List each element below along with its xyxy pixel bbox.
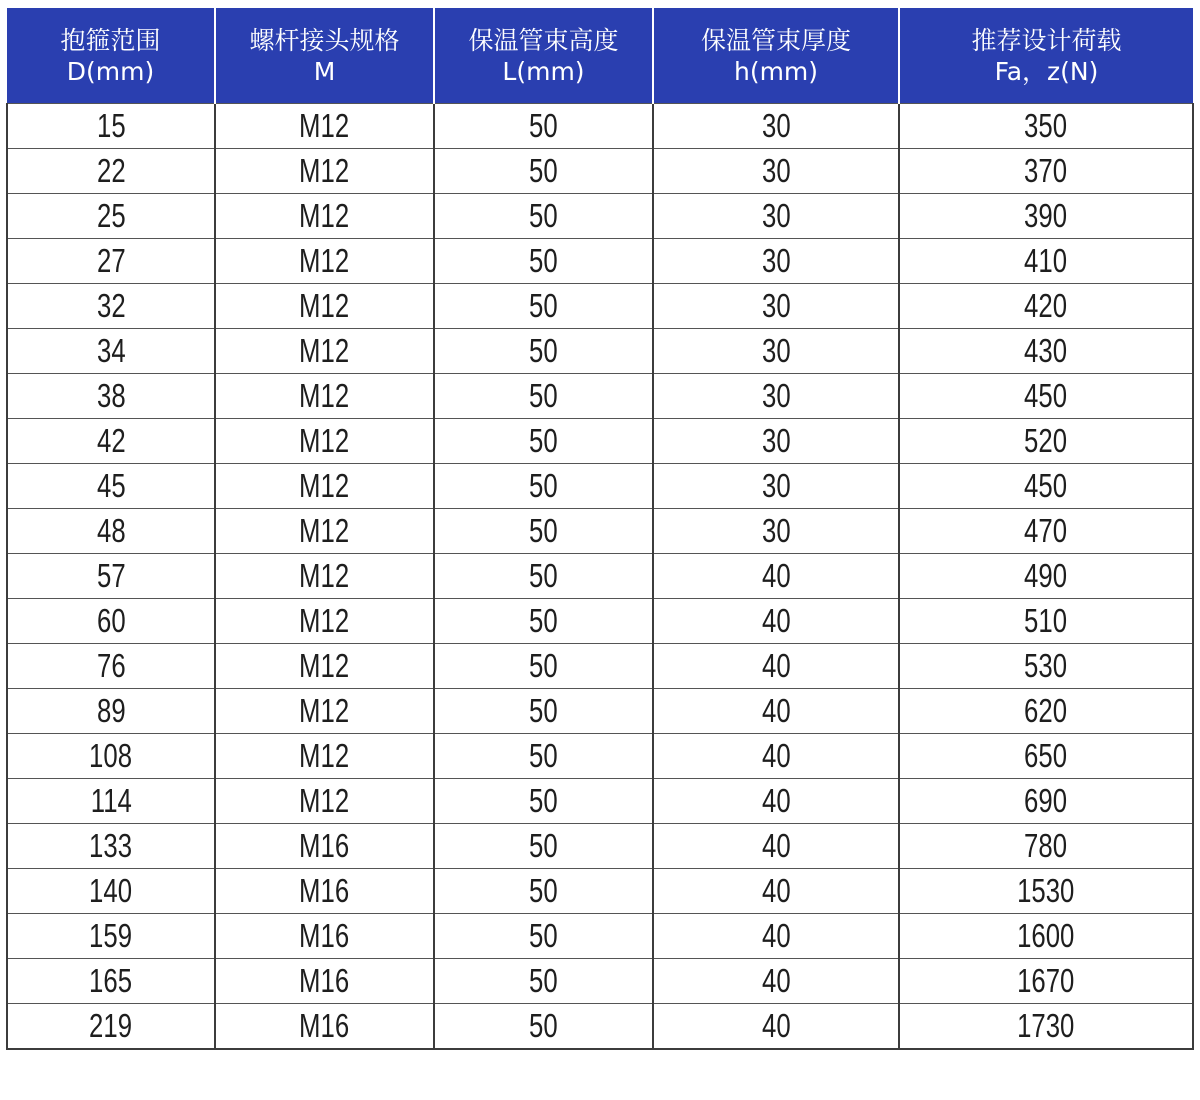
bundle-thickness-cell bbox=[653, 329, 899, 374]
header-design-load bbox=[899, 8, 1193, 104]
bundle-thickness-cell-value: 30 bbox=[761, 332, 791, 369]
bundle-height-cell-value: 50 bbox=[529, 197, 558, 234]
clamp-range-cell-value: 34 bbox=[96, 332, 126, 369]
bolt-spec-cell-value: M12 bbox=[299, 242, 350, 279]
clamp-range-cell bbox=[7, 419, 215, 464]
bundle-thickness-cell-value: 40 bbox=[761, 962, 791, 999]
bundle-height-cell-value: 50 bbox=[529, 557, 558, 594]
bolt-spec-cell-value: M12 bbox=[299, 332, 350, 369]
clamp-range-cell-value: 76 bbox=[96, 647, 126, 684]
table-row bbox=[7, 239, 1193, 284]
bundle-height-cell bbox=[434, 689, 653, 734]
bundle-thickness-cell bbox=[653, 419, 899, 464]
design-load-cell bbox=[899, 959, 1193, 1004]
design-load-cell bbox=[899, 914, 1193, 959]
table-row bbox=[7, 419, 1193, 464]
clamp-range-cell bbox=[7, 1004, 215, 1050]
design-load-cell bbox=[899, 869, 1193, 914]
header-bundle-height-label: 保温管束高度 bbox=[468, 25, 619, 55]
design-load-cell bbox=[899, 104, 1193, 149]
clamp-range-cell-value: 57 bbox=[96, 557, 126, 594]
bolt-spec-cell-value: M12 bbox=[299, 197, 350, 234]
bolt-spec-cell bbox=[215, 149, 434, 194]
design-load-cell bbox=[899, 239, 1193, 284]
bolt-spec-cell-value: M12 bbox=[299, 287, 350, 324]
bundle-thickness-cell-value: 40 bbox=[761, 1007, 791, 1044]
design-load-cell-value: 430 bbox=[1024, 332, 1068, 369]
bolt-spec-cell bbox=[215, 869, 434, 914]
design-load-cell-value: 620 bbox=[1024, 692, 1068, 729]
design-load-cell-value: 1600 bbox=[1017, 917, 1075, 954]
bundle-thickness-cell-value: 30 bbox=[761, 242, 791, 279]
bolt-spec-cell bbox=[215, 374, 434, 419]
table-row bbox=[7, 149, 1193, 194]
clamp-range-cell-value: 22 bbox=[96, 152, 126, 189]
bolt-spec-cell bbox=[215, 824, 434, 869]
bundle-thickness-cell-value: 40 bbox=[761, 872, 791, 909]
bundle-height-cell-value: 50 bbox=[529, 647, 558, 684]
bundle-thickness-cell bbox=[653, 689, 899, 734]
bundle-thickness-cell-value: 30 bbox=[761, 422, 791, 459]
header-bundle-height-unit: L(mm) bbox=[502, 56, 585, 86]
clamp-range-cell-value: 165 bbox=[89, 962, 133, 999]
header-design-load-label: 推荐设计荷载 bbox=[971, 25, 1122, 55]
bolt-spec-cell-value: M12 bbox=[299, 422, 350, 459]
bolt-spec-cell bbox=[215, 1004, 434, 1050]
bolt-spec-cell bbox=[215, 464, 434, 509]
bolt-spec-cell-value: M12 bbox=[299, 107, 350, 144]
clamp-range-cell-value: 48 bbox=[96, 512, 126, 549]
table-row bbox=[7, 689, 1193, 734]
table-row bbox=[7, 914, 1193, 959]
bundle-height-cell bbox=[434, 914, 653, 959]
table-row bbox=[7, 374, 1193, 419]
bundle-thickness-cell-value: 30 bbox=[761, 287, 791, 324]
design-load-cell-value: 450 bbox=[1024, 377, 1068, 414]
bolt-spec-cell-value: M12 bbox=[299, 737, 350, 774]
design-load-cell-value: 530 bbox=[1024, 647, 1068, 684]
design-load-cell-value: 510 bbox=[1024, 602, 1068, 639]
bolt-spec-cell bbox=[215, 689, 434, 734]
clamp-range-cell bbox=[7, 599, 215, 644]
bolt-spec-cell-value: M12 bbox=[299, 602, 350, 639]
bolt-spec-cell bbox=[215, 779, 434, 824]
design-load-cell bbox=[899, 599, 1193, 644]
bundle-height-cell bbox=[434, 239, 653, 284]
clamp-range-cell-value: 32 bbox=[96, 287, 126, 324]
design-load-cell bbox=[899, 689, 1193, 734]
design-load-cell bbox=[899, 644, 1193, 689]
bundle-thickness-cell bbox=[653, 824, 899, 869]
table-row bbox=[7, 194, 1193, 239]
bundle-height-cell-value: 50 bbox=[529, 917, 558, 954]
table-row bbox=[7, 599, 1193, 644]
bundle-thickness-cell-value: 30 bbox=[761, 107, 791, 144]
design-load-cell-value: 450 bbox=[1024, 467, 1068, 504]
design-load-cell bbox=[899, 194, 1193, 239]
design-load-cell-value: 410 bbox=[1024, 242, 1068, 279]
bundle-thickness-cell-value: 40 bbox=[761, 602, 791, 639]
bundle-height-cell bbox=[434, 779, 653, 824]
bundle-height-cell-value: 50 bbox=[529, 872, 558, 909]
table-row bbox=[7, 1004, 1193, 1050]
clamp-range-cell bbox=[7, 374, 215, 419]
header-clamp-range-unit: D(mm) bbox=[66, 56, 155, 86]
bundle-thickness-cell-value: 40 bbox=[761, 557, 791, 594]
design-load-cell bbox=[899, 779, 1193, 824]
table-row bbox=[7, 779, 1193, 824]
clamp-range-cell-value: 42 bbox=[96, 422, 126, 459]
bundle-height-cell bbox=[434, 104, 653, 149]
table-body bbox=[7, 104, 1193, 1050]
table-row bbox=[7, 554, 1193, 599]
bundle-thickness-cell bbox=[653, 779, 899, 824]
clamp-range-cell bbox=[7, 869, 215, 914]
bundle-height-cell bbox=[434, 284, 653, 329]
bundle-height-cell-value: 50 bbox=[529, 692, 558, 729]
clamp-range-cell-value: 159 bbox=[89, 917, 133, 954]
clamp-range-cell-value: 15 bbox=[96, 107, 126, 144]
clamp-range-cell bbox=[7, 554, 215, 599]
clamp-range-cell bbox=[7, 464, 215, 509]
clamp-range-cell bbox=[7, 824, 215, 869]
bolt-spec-cell bbox=[215, 104, 434, 149]
table-header bbox=[7, 8, 1193, 104]
bundle-height-cell-value: 50 bbox=[529, 422, 558, 459]
bundle-thickness-cell-value: 40 bbox=[761, 827, 791, 864]
bundle-thickness-cell bbox=[653, 599, 899, 644]
bolt-spec-cell-value: M16 bbox=[299, 827, 350, 864]
table-row bbox=[7, 329, 1193, 374]
bundle-height-cell bbox=[434, 374, 653, 419]
bundle-height-cell bbox=[434, 644, 653, 689]
design-load-cell bbox=[899, 149, 1193, 194]
design-load-cell-value: 1530 bbox=[1017, 872, 1075, 909]
bolt-spec-cell bbox=[215, 239, 434, 284]
clamp-range-cell-value: 114 bbox=[90, 782, 132, 819]
bolt-spec-cell-value: M16 bbox=[299, 1007, 350, 1044]
bundle-height-cell bbox=[434, 599, 653, 644]
design-load-cell-value: 470 bbox=[1024, 512, 1068, 549]
header-clamp-range bbox=[7, 8, 215, 104]
bolt-spec-cell bbox=[215, 599, 434, 644]
clamp-range-cell-value: 27 bbox=[96, 242, 126, 279]
clamp-range-cell bbox=[7, 779, 215, 824]
clamp-range-cell-value: 140 bbox=[89, 872, 133, 909]
bundle-thickness-cell bbox=[653, 644, 899, 689]
bundle-thickness-cell bbox=[653, 149, 899, 194]
bundle-height-cell-value: 50 bbox=[529, 152, 558, 189]
bundle-thickness-cell bbox=[653, 734, 899, 779]
clamp-range-cell bbox=[7, 689, 215, 734]
design-load-cell bbox=[899, 284, 1193, 329]
bundle-thickness-cell-value: 40 bbox=[761, 917, 791, 954]
bundle-height-cell bbox=[434, 734, 653, 779]
design-load-cell bbox=[899, 329, 1193, 374]
design-load-cell-value: 520 bbox=[1024, 422, 1068, 459]
clamp-range-cell-value: 60 bbox=[96, 602, 126, 639]
header-bolt-spec-unit: M bbox=[313, 56, 336, 86]
table-row bbox=[7, 464, 1193, 509]
table-row bbox=[7, 824, 1193, 869]
clamp-range-cell-value: 108 bbox=[89, 737, 133, 774]
header-bundle-thickness-unit: h(mm) bbox=[733, 56, 819, 86]
bundle-thickness-cell-value: 40 bbox=[761, 647, 791, 684]
bolt-spec-cell-value: M12 bbox=[299, 512, 350, 549]
bundle-thickness-cell bbox=[653, 1004, 899, 1050]
design-load-cell bbox=[899, 824, 1193, 869]
design-load-cell-value: 350 bbox=[1024, 107, 1068, 144]
bolt-spec-cell-value: M12 bbox=[299, 782, 350, 819]
clamp-range-cell bbox=[7, 194, 215, 239]
clamp-range-cell bbox=[7, 644, 215, 689]
header-row bbox=[7, 8, 1193, 104]
clamp-range-cell bbox=[7, 149, 215, 194]
bolt-spec-cell-value: M16 bbox=[299, 872, 350, 909]
bundle-height-cell bbox=[434, 554, 653, 599]
bundle-thickness-cell bbox=[653, 194, 899, 239]
table-row bbox=[7, 869, 1193, 914]
bundle-height-cell-value: 50 bbox=[529, 827, 558, 864]
bundle-height-cell bbox=[434, 959, 653, 1004]
header-bundle-thickness bbox=[653, 8, 899, 104]
design-load-cell-value: 780 bbox=[1024, 827, 1068, 864]
header-bolt-spec bbox=[215, 8, 434, 104]
bundle-thickness-cell-value: 40 bbox=[761, 692, 791, 729]
bolt-spec-cell bbox=[215, 419, 434, 464]
bundle-thickness-cell bbox=[653, 509, 899, 554]
bundle-height-cell bbox=[434, 509, 653, 554]
spec-table-container bbox=[6, 8, 1192, 1050]
design-load-cell-value: 420 bbox=[1024, 287, 1068, 324]
spec-table bbox=[6, 8, 1194, 1050]
clamp-range-cell bbox=[7, 959, 215, 1004]
clamp-range-cell bbox=[7, 329, 215, 374]
bundle-thickness-cell-value: 40 bbox=[761, 737, 791, 774]
bolt-spec-cell bbox=[215, 959, 434, 1004]
clamp-range-cell-value: 38 bbox=[96, 377, 126, 414]
design-load-cell-value: 370 bbox=[1024, 152, 1068, 189]
bolt-spec-cell bbox=[215, 734, 434, 779]
bundle-height-cell-value: 50 bbox=[529, 962, 558, 999]
bundle-height-cell-value: 50 bbox=[529, 602, 558, 639]
table-row bbox=[7, 509, 1193, 554]
bundle-height-cell-value: 50 bbox=[529, 287, 558, 324]
bundle-thickness-cell bbox=[653, 869, 899, 914]
bundle-thickness-cell bbox=[653, 104, 899, 149]
design-load-cell bbox=[899, 509, 1193, 554]
header-bolt-spec-label: 螺杆接头规格 bbox=[249, 25, 400, 55]
bundle-thickness-cell bbox=[653, 959, 899, 1004]
bundle-height-cell-value: 50 bbox=[529, 467, 558, 504]
design-load-cell bbox=[899, 554, 1193, 599]
design-load-cell bbox=[899, 419, 1193, 464]
bundle-height-cell bbox=[434, 194, 653, 239]
clamp-range-cell bbox=[7, 914, 215, 959]
design-load-cell bbox=[899, 374, 1193, 419]
clamp-range-cell bbox=[7, 104, 215, 149]
bolt-spec-cell bbox=[215, 644, 434, 689]
bundle-height-cell bbox=[434, 419, 653, 464]
header-clamp-range-label: 抱箍范围 bbox=[60, 25, 161, 55]
bolt-spec-cell-value: M12 bbox=[299, 467, 350, 504]
bundle-thickness-cell bbox=[653, 239, 899, 284]
bolt-spec-cell-value: M12 bbox=[299, 692, 350, 729]
design-load-cell-value: 490 bbox=[1024, 557, 1068, 594]
bundle-thickness-cell-value: 30 bbox=[761, 467, 791, 504]
header-bundle-thickness-label: 保温管束厚度 bbox=[700, 25, 851, 55]
bolt-spec-cell-value: M12 bbox=[299, 377, 350, 414]
bundle-thickness-cell-value: 30 bbox=[761, 197, 791, 234]
bolt-spec-cell-value: M12 bbox=[299, 152, 350, 189]
bundle-height-cell bbox=[434, 464, 653, 509]
bolt-spec-cell bbox=[215, 329, 434, 374]
bolt-spec-cell-value: M16 bbox=[299, 962, 350, 999]
bundle-thickness-cell-value: 30 bbox=[761, 377, 791, 414]
table-row bbox=[7, 284, 1193, 329]
bolt-spec-cell-value: M16 bbox=[299, 917, 350, 954]
bolt-spec-cell bbox=[215, 194, 434, 239]
bundle-height-cell-value: 50 bbox=[529, 782, 558, 819]
bundle-height-cell-value: 50 bbox=[529, 737, 558, 774]
design-load-cell-value: 1730 bbox=[1017, 1007, 1075, 1044]
bolt-spec-cell bbox=[215, 509, 434, 554]
design-load-cell bbox=[899, 1004, 1193, 1050]
design-load-cell-value: 1670 bbox=[1017, 962, 1075, 999]
bundle-height-cell-value: 50 bbox=[529, 242, 558, 279]
bolt-spec-cell bbox=[215, 554, 434, 599]
bundle-thickness-cell bbox=[653, 914, 899, 959]
bolt-spec-cell-value: M12 bbox=[299, 557, 350, 594]
bundle-height-cell bbox=[434, 869, 653, 914]
clamp-range-cell bbox=[7, 734, 215, 779]
bundle-thickness-cell bbox=[653, 284, 899, 329]
bundle-height-cell bbox=[434, 824, 653, 869]
clamp-range-cell-value: 89 bbox=[96, 692, 126, 729]
header-design-load-unit: Fa，z(N) bbox=[994, 56, 1099, 86]
bundle-height-cell bbox=[434, 1004, 653, 1050]
bolt-spec-cell-value: M12 bbox=[299, 647, 350, 684]
bundle-height-cell-value: 50 bbox=[529, 332, 558, 369]
bundle-height-cell-value: 50 bbox=[529, 512, 558, 549]
table-row bbox=[7, 644, 1193, 689]
bundle-height-cell bbox=[434, 329, 653, 374]
bolt-spec-cell bbox=[215, 284, 434, 329]
bundle-thickness-cell bbox=[653, 464, 899, 509]
table-row bbox=[7, 104, 1193, 149]
bundle-thickness-cell bbox=[653, 554, 899, 599]
table-row bbox=[7, 959, 1193, 1004]
design-load-cell-value: 390 bbox=[1024, 197, 1068, 234]
table-row bbox=[7, 734, 1193, 779]
bolt-spec-cell bbox=[215, 914, 434, 959]
bundle-height-cell-value: 50 bbox=[529, 107, 558, 144]
design-load-cell bbox=[899, 464, 1193, 509]
clamp-range-cell bbox=[7, 284, 215, 329]
bundle-thickness-cell bbox=[653, 374, 899, 419]
bundle-height-cell-value: 50 bbox=[529, 377, 558, 414]
clamp-range-cell-value: 219 bbox=[89, 1007, 133, 1044]
design-load-cell bbox=[899, 734, 1193, 779]
clamp-range-cell-value: 45 bbox=[96, 467, 126, 504]
bundle-height-cell bbox=[434, 149, 653, 194]
bundle-thickness-cell-value: 40 bbox=[761, 782, 791, 819]
clamp-range-cell bbox=[7, 509, 215, 554]
clamp-range-cell-value: 133 bbox=[89, 827, 133, 864]
clamp-range-cell bbox=[7, 239, 215, 284]
clamp-range-cell-value: 25 bbox=[96, 197, 126, 234]
design-load-cell-value: 690 bbox=[1024, 782, 1068, 819]
header-bundle-height bbox=[434, 8, 653, 104]
design-load-cell-value: 650 bbox=[1024, 737, 1068, 774]
bundle-height-cell-value: 50 bbox=[529, 1007, 558, 1044]
bundle-thickness-cell-value: 30 bbox=[761, 152, 791, 189]
bundle-thickness-cell-value: 30 bbox=[761, 512, 791, 549]
